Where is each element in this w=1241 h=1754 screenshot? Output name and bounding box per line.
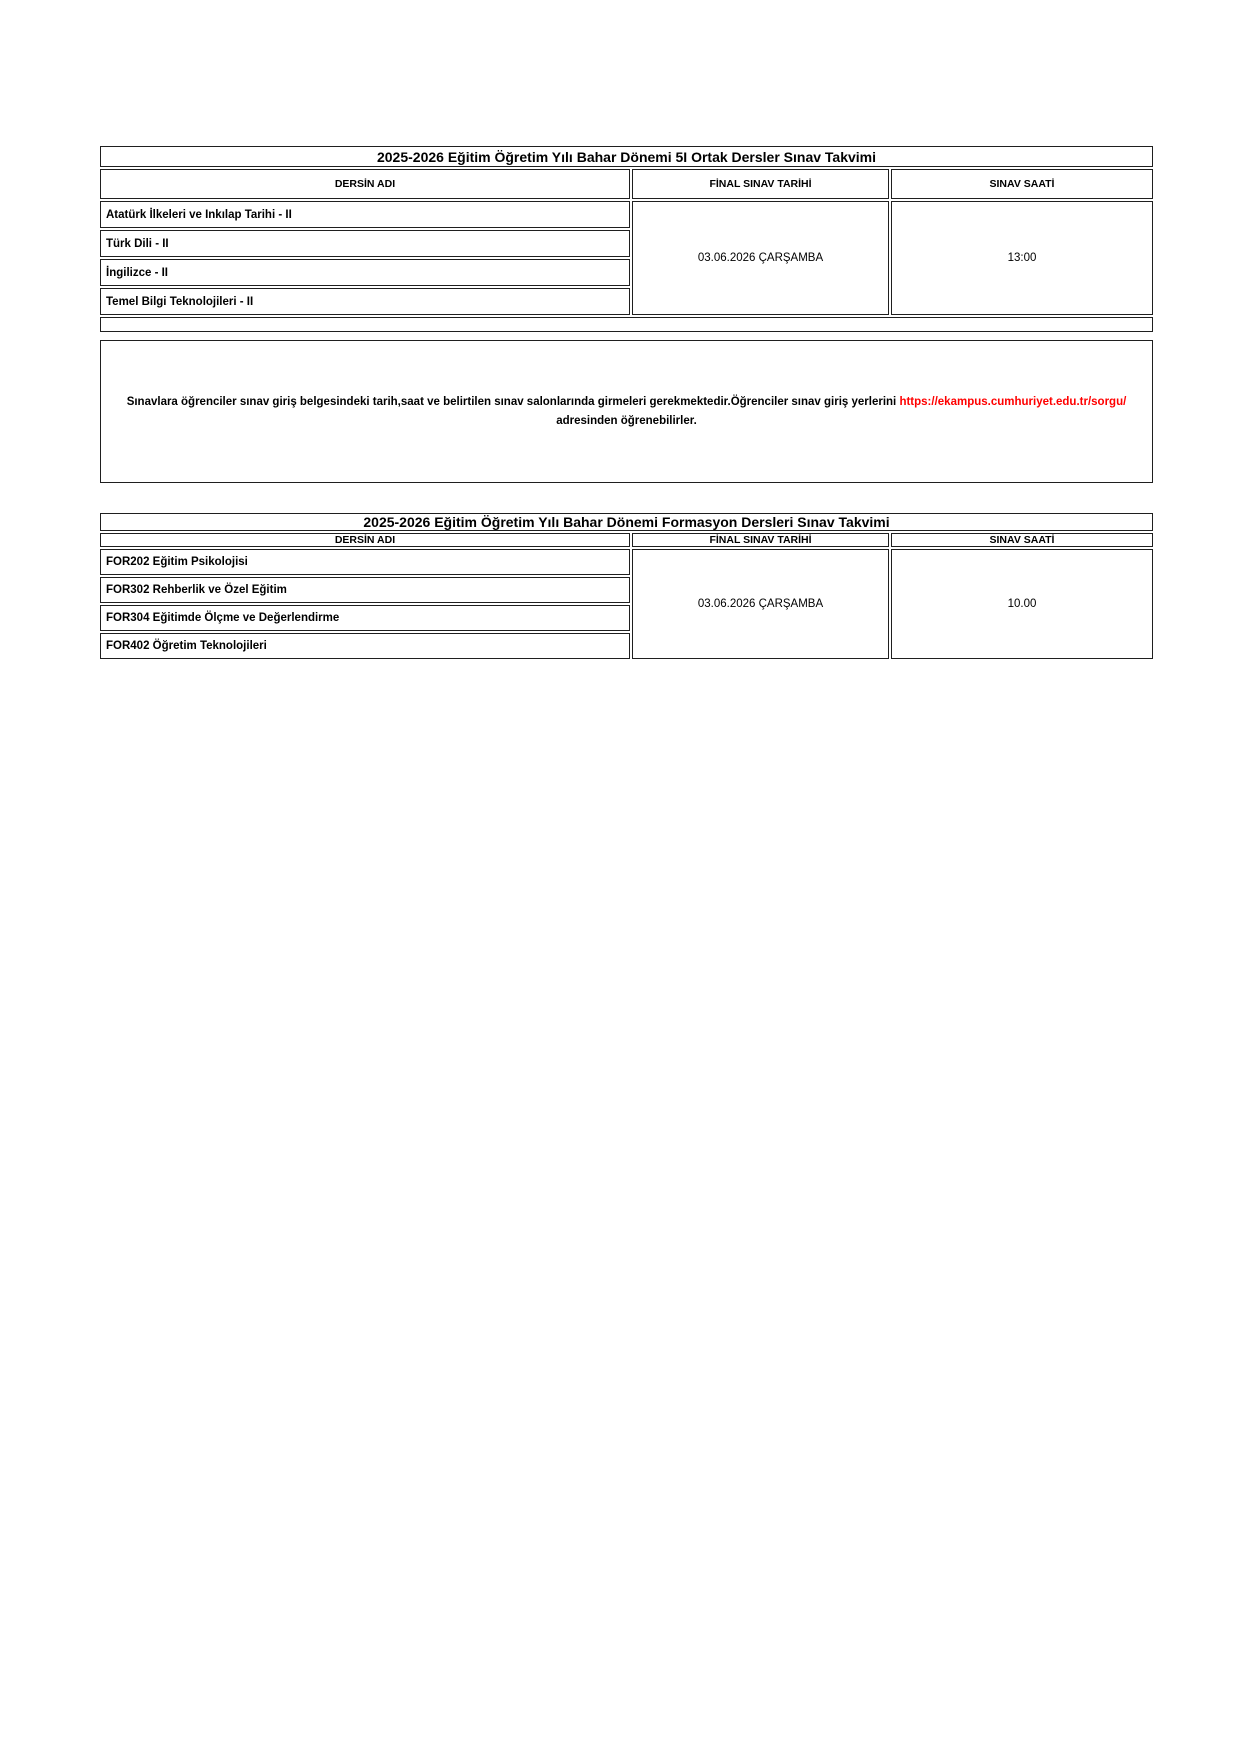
exam-date-cell: 03.06.2026 ÇARŞAMBA [632, 549, 889, 659]
info-note-text [123, 393, 1130, 431]
exam-time-cell: 10.00 [891, 549, 1153, 659]
formation-courses-section [100, 513, 1153, 659]
exam-date-cell: 03.06.2026 ÇARŞAMBA [632, 201, 889, 315]
course-cell-ataturk-ilkeleri: Atatürk İlkeleri ve Inkılap Tarihi - II [100, 201, 630, 228]
ekampus-link[interactable]: https://ekampus.cumhuriyet.edu.tr/sorgu/ [899, 395, 1127, 408]
column-header-exam-time: SINAV SAATİ [891, 169, 1153, 199]
course-cell-for302: FOR302 Rehberlik ve Özel Eğitim [100, 577, 630, 603]
column-header-final-exam-date: FİNAL SINAV TARİHİ [632, 169, 889, 199]
course-cell-for202: FOR202 Eğitim Psikolojisi [100, 549, 630, 575]
note-text-before-link: Sınavlara öğrenciler sınav giriş belgesindeki tarih,saat ve belirtilen sınav salonlarında girmeleri gerekmektedir.Öğrenciler sınav giriş yerlerini [126, 395, 900, 408]
info-note-box [100, 340, 1153, 483]
course-cell-temel-bilgi: Temel Bilgi Teknolojileri - II [100, 288, 630, 315]
course-cell-for402: FOR402 Öğretim Teknolojileri [100, 633, 630, 659]
common-courses-table [100, 146, 1153, 315]
course-cell-for304: FOR304 Eğitimde Ölçme ve Değerlendirme [100, 605, 630, 631]
formation-courses-table-title: 2025-2026 Eğitim Öğretim Yılı Bahar Dönemi Formasyon Dersleri Sınav Takvimi [100, 513, 1153, 531]
common-courses-table-title: 2025-2026 Eğitim Öğretim Yılı Bahar Dönemi 5I Ortak Dersler Sınav Takvimi [100, 146, 1153, 167]
column-header-course-name: DERSİN ADI [100, 533, 630, 547]
course-cell-turk-dili: Türk Dili - II [100, 230, 630, 257]
column-header-exam-time: SINAV SAATİ [891, 533, 1153, 547]
column-header-course-name: DERSİN ADI [100, 169, 630, 199]
document-content [100, 146, 1153, 659]
course-cell-ingilizce: İngilizce - II [100, 259, 630, 286]
empty-row [100, 317, 1153, 332]
column-header-final-exam-date: FİNAL SINAV TARİHİ [632, 533, 889, 547]
formation-courses-table [100, 513, 1153, 659]
exam-time-cell: 13:00 [891, 201, 1153, 315]
note-text-after-link: adresinden öğrenebilirler. [556, 414, 697, 427]
